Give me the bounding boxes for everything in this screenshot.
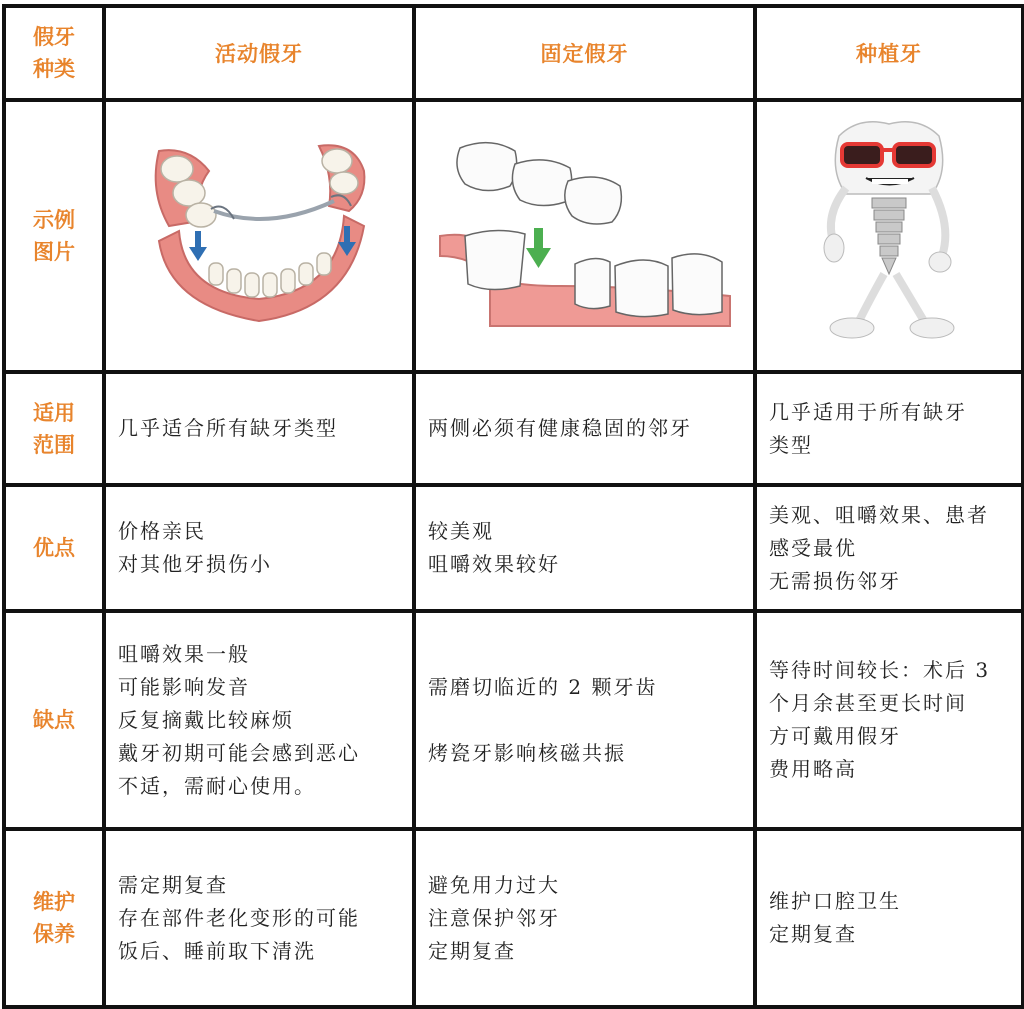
cons-row-label [4,611,104,829]
pros-label: 优点 [33,536,75,560]
care-label-line-1: 维护 [33,890,75,914]
cons-label: 缺点 [33,708,75,732]
scope-implant-line-1: 几乎适用于所有缺牙 [769,399,967,424]
care-row-label [4,829,104,1007]
pros-fixed-line-2: 咀嚼效果较好 [428,552,560,576]
pros-implant [755,485,1023,611]
pros-row-label [4,485,104,611]
cons-removable [104,611,414,829]
cons-row [4,611,1023,829]
cons-removable-line-2: 可能影响发音 [118,674,250,699]
header-type-label [4,6,104,100]
cons-removable-line-4: 戴牙初期可能会感到恶心 [118,740,360,765]
implant-mascot-image [814,116,964,356]
scope-fixed-line: 两侧必须有健康稳固的邻牙 [428,416,692,440]
cons-removable-line-5: 不适，需耐心使用。 [118,773,316,798]
pros-implant-line-1: 美观、咀嚼效果、患者 [769,502,989,527]
care-row [4,829,1023,1007]
pros-removable-line-1: 价格亲民 [118,519,206,543]
scope-row-label [4,372,104,485]
image-label-line-1: 示例 [33,208,75,232]
care-removable [104,829,414,1007]
header-type-label-line-2: 种类 [33,57,75,81]
scope-label-line-2: 范围 [33,432,75,457]
cons-implant-line-1: 等待时间较长：术后 3 [769,658,991,682]
care-implant-line-2: 定期复查 [769,922,857,946]
care-implant-line-1: 维护口腔卫生 [769,889,901,913]
header-removable: 活动假牙 [104,6,414,100]
header-fixed: 固定假牙 [414,6,755,100]
pros-implant-line-3: 无需损伤邻牙 [769,568,901,593]
partial-denture-image [139,131,379,341]
cons-fixed-line-2: 烤瓷牙影响核磁共振 [428,740,626,765]
care-fixed-line-3: 定期复查 [428,938,516,963]
image-row-label [4,100,104,372]
fixed-image-cell [414,100,755,372]
pros-fixed [414,485,755,611]
cons-implant-line-2: 个月余甚至更长时间 [769,691,967,715]
cons-implant-line-3: 方可戴用假牙 [769,724,901,748]
care-removable-line-1: 需定期复查 [118,872,228,897]
pros-implant-line-2: 感受最优 [769,535,857,560]
care-fixed-line-1: 避免用力过大 [428,872,560,897]
care-implant [755,829,1023,1007]
cons-fixed-line-1: 需磨切临近的 2 颗牙齿 [428,674,658,699]
care-fixed [414,829,755,1007]
care-removable-line-3: 饭后、睡前取下清洗 [118,938,316,963]
care-label-line-2: 保养 [33,922,75,946]
image-label-line-2: 图片 [33,240,75,264]
care-removable-line-2: 存在部件老化变形的可能 [118,905,360,930]
removable-image-cell [104,100,414,372]
scope-implant [755,372,1023,485]
header-implant: 种植牙 [755,6,1023,100]
cons-fixed-spacer [428,704,745,737]
dental-bridge-image [430,136,740,336]
implant-image-cell [755,100,1023,372]
denture-comparison-table [2,4,1024,1009]
pros-removable-line-2: 对其他牙损伤小 [118,552,272,576]
image-row [4,100,1023,372]
scope-implant-line-2: 类型 [769,432,813,457]
cons-implant-line-4: 费用略高 [769,757,857,781]
scope-removable-line: 几乎适合所有缺牙类型 [118,416,338,440]
cons-removable-line-1: 咀嚼效果一般 [118,641,250,666]
cons-implant [755,611,1023,829]
care-fixed-line-2: 注意保护邻牙 [428,905,560,930]
pros-fixed-line-1: 较美观 [428,519,494,543]
scope-row [4,372,1023,485]
cons-fixed [414,611,755,829]
header-type-label-line-1: 假牙 [33,25,75,49]
scope-label-line-1: 适用 [33,400,75,425]
scope-fixed [414,372,755,485]
cons-removable-line-3: 反复摘戴比较麻烦 [118,707,294,732]
scope-removable [104,372,414,485]
pros-removable [104,485,414,611]
header-row [4,6,1023,100]
pros-row [4,485,1023,611]
